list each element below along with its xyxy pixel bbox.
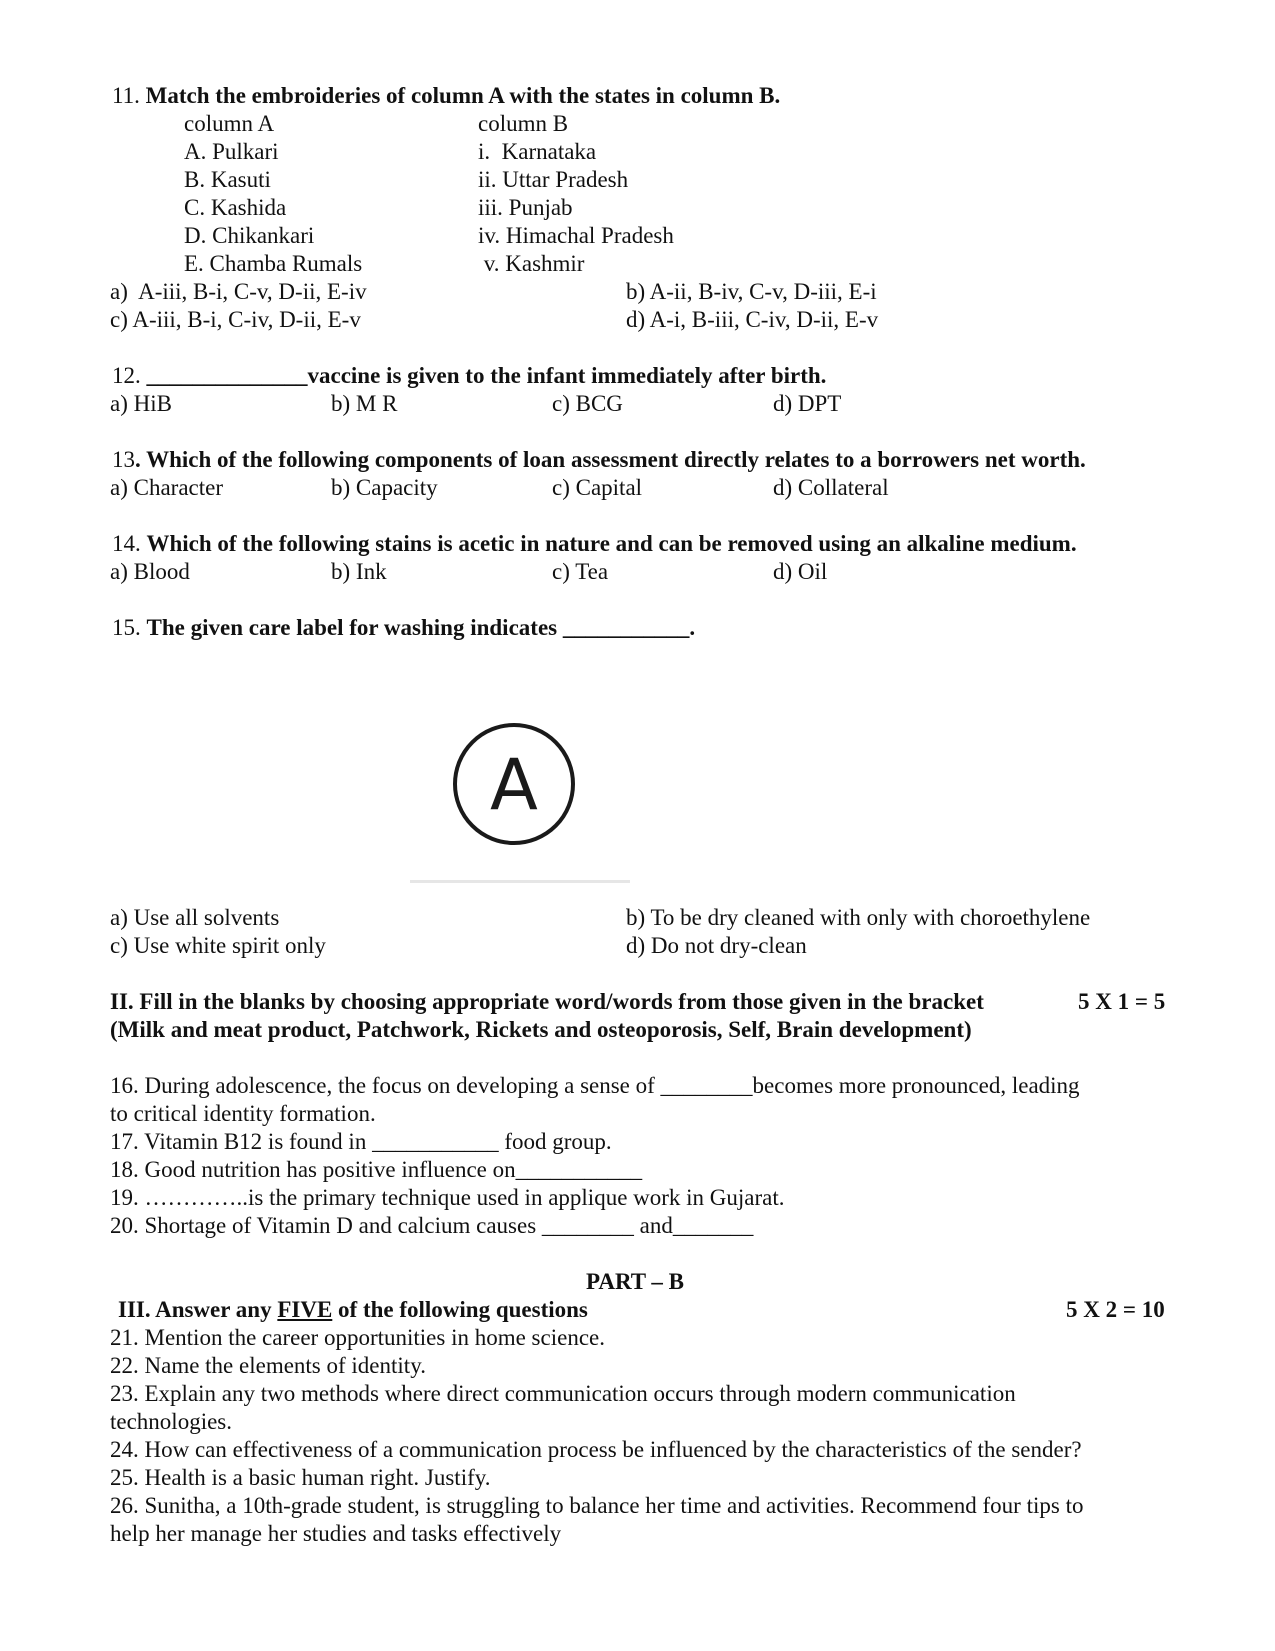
q14-question	[112, 530, 1077, 558]
fill-item: 18. Good nutrition has positive influence on___________	[110, 1157, 643, 1182]
q11-col-b-item: iv. Himachal Pradesh	[478, 223, 674, 248]
q11-col-a-item: D. Chikankari	[184, 223, 315, 248]
q11-col-b-header: column B	[478, 111, 569, 136]
q12-option-d: d) DPT	[773, 391, 842, 416]
part-b-heading-pre: III. Answer any	[118, 1297, 278, 1322]
care-label-divider	[410, 880, 630, 883]
q11-col-a-item: C. Kashida	[184, 195, 287, 220]
q11-option-c: c) A-iii, B-i, C-iv, D-ii, E-v	[110, 307, 361, 332]
q15-option-c: c) Use white spirit only	[110, 933, 326, 958]
part-b-heading-emph: FIVE	[277, 1297, 333, 1322]
q11-number: 11.	[112, 83, 140, 108]
q12-number: 12.	[112, 363, 147, 388]
question-item: 26. Sunitha, a 10th-grade student, is struggling to balance her time and activities. Recommend four tips to	[110, 1493, 1084, 1518]
care-label-letter: A	[490, 744, 538, 826]
section2-marks: 5 X 1 = 5	[1078, 989, 1166, 1014]
question-item: 22. Name the elements of identity.	[110, 1353, 426, 1378]
q13-option-c: c) Capital	[552, 475, 643, 500]
q11-col-a-item: A. Pulkari	[184, 139, 279, 164]
q14-option-b: b) Ink	[331, 559, 387, 584]
q13-option-d: d) Collateral	[773, 475, 889, 500]
q14-text: Which of the following stains is acetic in nature and can be removed using an alkaline medium.	[146, 531, 1077, 556]
q12-option-b: b) M R	[331, 391, 398, 416]
q11-col-b-item: iii. Punjab	[478, 195, 573, 220]
q11-col-b-item: v. Kashmir	[478, 251, 585, 276]
q11-option-d: d) A-i, B-iii, C-iv, D-ii, E-v	[626, 307, 879, 332]
q11-col-a-item: B. Kasuti	[184, 167, 271, 192]
q11-text: Match the embroideries of column A with the states in column B.	[145, 83, 781, 108]
question-item: 24. How can effectiveness of a communication process be influenced by the characteristics of the sender?	[110, 1437, 1082, 1462]
q14-option-c: c) Tea	[552, 559, 609, 584]
q11-col-b-item: ii. Uttar Pradesh	[478, 167, 629, 192]
care-label-a-circle-icon	[452, 722, 576, 846]
q15-text: The given care label for washing indicates ___________.	[146, 615, 696, 640]
q13-text: . Which of the following components of loan assessment directly relates to a borrowers net worth.	[135, 447, 1086, 472]
q13-option-a: a) Character	[110, 475, 224, 500]
q12-question	[112, 362, 826, 390]
q12-option-c: c) BCG	[552, 391, 623, 416]
q11-col-a-item: E. Chamba Rumals	[184, 251, 363, 276]
part-b-heading-post: of the following questions	[332, 1297, 588, 1322]
q11-col-a-header: column A	[184, 111, 275, 136]
q13-number: 13	[112, 447, 135, 472]
q15-option-a: a) Use all solvents	[110, 905, 280, 930]
part-b-marks: 5 X 2 = 10	[1066, 1297, 1165, 1322]
q13-option-b: b) Capacity	[331, 475, 438, 500]
fill-item: 19. …………..is the primary technique used in applique work in Gujarat.	[110, 1185, 785, 1210]
q15-number: 15.	[112, 615, 147, 640]
fill-item: 16. During adolescence, the focus on developing a sense of ________becomes more pronounced, leading	[110, 1073, 1080, 1098]
fill-item: 17. Vitamin B12 is found in ___________ food group.	[110, 1129, 612, 1154]
q13-question	[112, 446, 1086, 474]
q11-option-a: a) A-iii, B-i, C-v, D-ii, E-iv	[110, 279, 367, 304]
question-item: help her manage her studies and tasks effectively	[110, 1521, 562, 1546]
q11-option-b: b) A-ii, B-iv, C-v, D-iii, E-i	[626, 279, 877, 304]
q15-option-d: d) Do not dry-clean	[626, 933, 807, 958]
q12-option-a: a) HiB	[110, 391, 172, 416]
fill-item: to critical identity formation.	[110, 1101, 376, 1126]
section2-heading: II. Fill in the blanks by choosing appropriate word/words from those given in the bracket	[110, 989, 984, 1014]
q11-col-b-item: i. Karnataka	[478, 139, 597, 164]
part-b-title: PART – B	[586, 1269, 685, 1294]
section2-bracket: (Milk and meat product, Patchwork, Rickets and osteoporosis, Self, Brain development)	[110, 1017, 972, 1042]
question-item: technologies.	[110, 1409, 232, 1434]
part-b-heading	[118, 1296, 588, 1324]
q14-option-d: d) Oil	[773, 559, 828, 584]
q12-blank: ______________	[146, 363, 308, 388]
q15-option-b: b) To be dry cleaned with only with choroethylene	[626, 905, 1091, 930]
q15-question	[112, 614, 695, 642]
question-item: 21. Mention the career opportunities in home science.	[110, 1325, 605, 1350]
q11-question	[112, 82, 780, 110]
q12-text: vaccine is given to the infant immediately after birth.	[307, 363, 827, 388]
question-item: 23. Explain any two methods where direct communication occurs through modern communication	[110, 1381, 1016, 1406]
q14-option-a: a) Blood	[110, 559, 190, 584]
fill-item: 20. Shortage of Vitamin D and calcium causes ________ and_______	[110, 1213, 754, 1238]
question-item: 25. Health is a basic human right. Justify.	[110, 1465, 491, 1490]
q14-number: 14.	[112, 531, 147, 556]
